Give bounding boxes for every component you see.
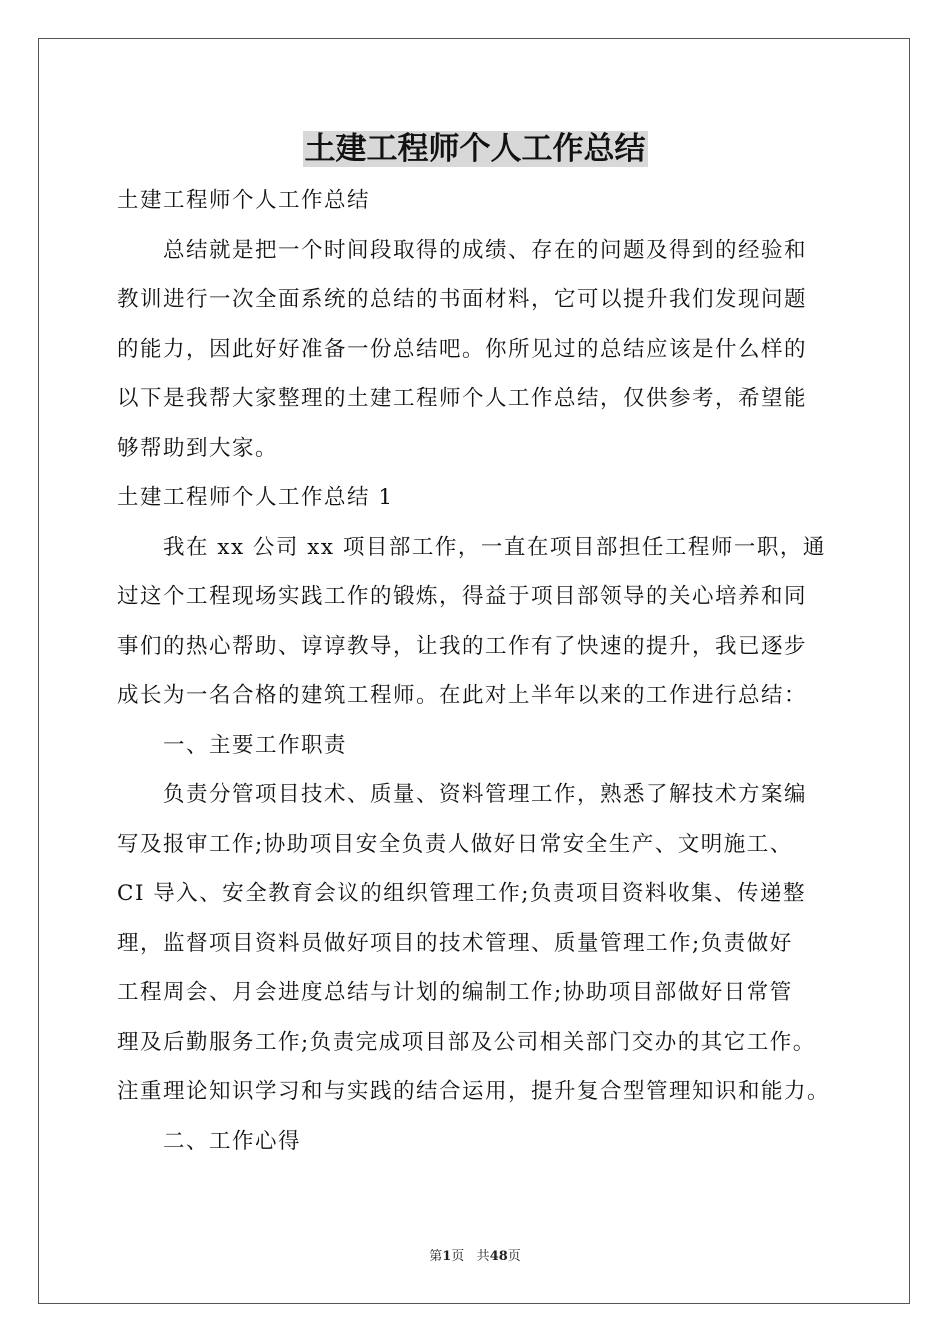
- text-line: 过这个工程现场实践工作的锻炼，得益于项目部领导的关心培养和同: [117, 584, 808, 609]
- text-line: 工程周会、月会进度总结与计划的编制工作;协助项目部做好日常管: [117, 980, 793, 1005]
- text-line: 土建工程师个人工作总结: [117, 188, 371, 213]
- text-line: 的能力，因此好好准备一份总结吧。你所见过的总结应该是什么样的: [117, 336, 808, 362]
- document-title-text: 土建工程师个人工作总结: [304, 131, 646, 167]
- page-number-prefix: 第: [429, 1249, 443, 1264]
- text-line: 写及报审工作;协助项目安全负责人做好日常安全生产、文明施工、: [117, 831, 793, 857]
- text-line: 二、工作心得: [163, 1128, 302, 1154]
- page-total-suffix: 页: [507, 1249, 521, 1264]
- text-line: 土建工程师个人工作总结 1: [117, 485, 394, 510]
- text-line: 成长为一名合格的建筑工程师。在此对上半年以来的工作进行总结：: [117, 683, 808, 708]
- text-line: 我在 xx 公司 xx 项目部工作，一直在项目部担任工程师一职，通: [163, 534, 826, 560]
- text-line: 事们的热心帮助、谆谆教导，让我的工作有了快速的提升，我已逐步: [117, 633, 808, 659]
- page-total-prefix: 共: [476, 1249, 490, 1264]
- text-line: 以下是我帮大家整理的土建工程师个人工作总结，仅供参考，希望能: [117, 386, 808, 411]
- page-number-suffix: 页: [451, 1249, 465, 1264]
- page-number-current: 1: [442, 1249, 452, 1264]
- text-line: 负责分管项目技术、质量、资料管理工作，熟悉了解技术方案编: [163, 782, 808, 807]
- document-title: [0, 128, 950, 170]
- page-footer: [0, 1248, 950, 1266]
- text-line: 教训进行一次全面系统的总结的书面材料，它可以提升我们发现问题: [117, 287, 808, 312]
- text-line: 够帮助到大家。: [117, 435, 279, 461]
- page-total-count: 48: [489, 1249, 508, 1264]
- text-line: 理及后勤服务工作;负责完成项目部及公司相关部门交办的其它工作。: [117, 1029, 816, 1055]
- text-line: 理，监督项目资料员做好项目的技术管理、质量管理工作;负责做好: [117, 930, 793, 956]
- text-line: 注重理论知识学习和与实践的结合运用，提升复合型管理知识和能力。: [117, 1079, 831, 1104]
- document-body: [117, 176, 837, 1166]
- text-line: CI 导入、安全教育会议的组织管理工作;负责项目资料收集、传递整: [117, 881, 807, 906]
- text-line: 一、主要工作职责: [163, 732, 348, 758]
- text-line: 总结就是把一个时间段取得的成绩、存在的问题及得到的经验和: [163, 237, 808, 263]
